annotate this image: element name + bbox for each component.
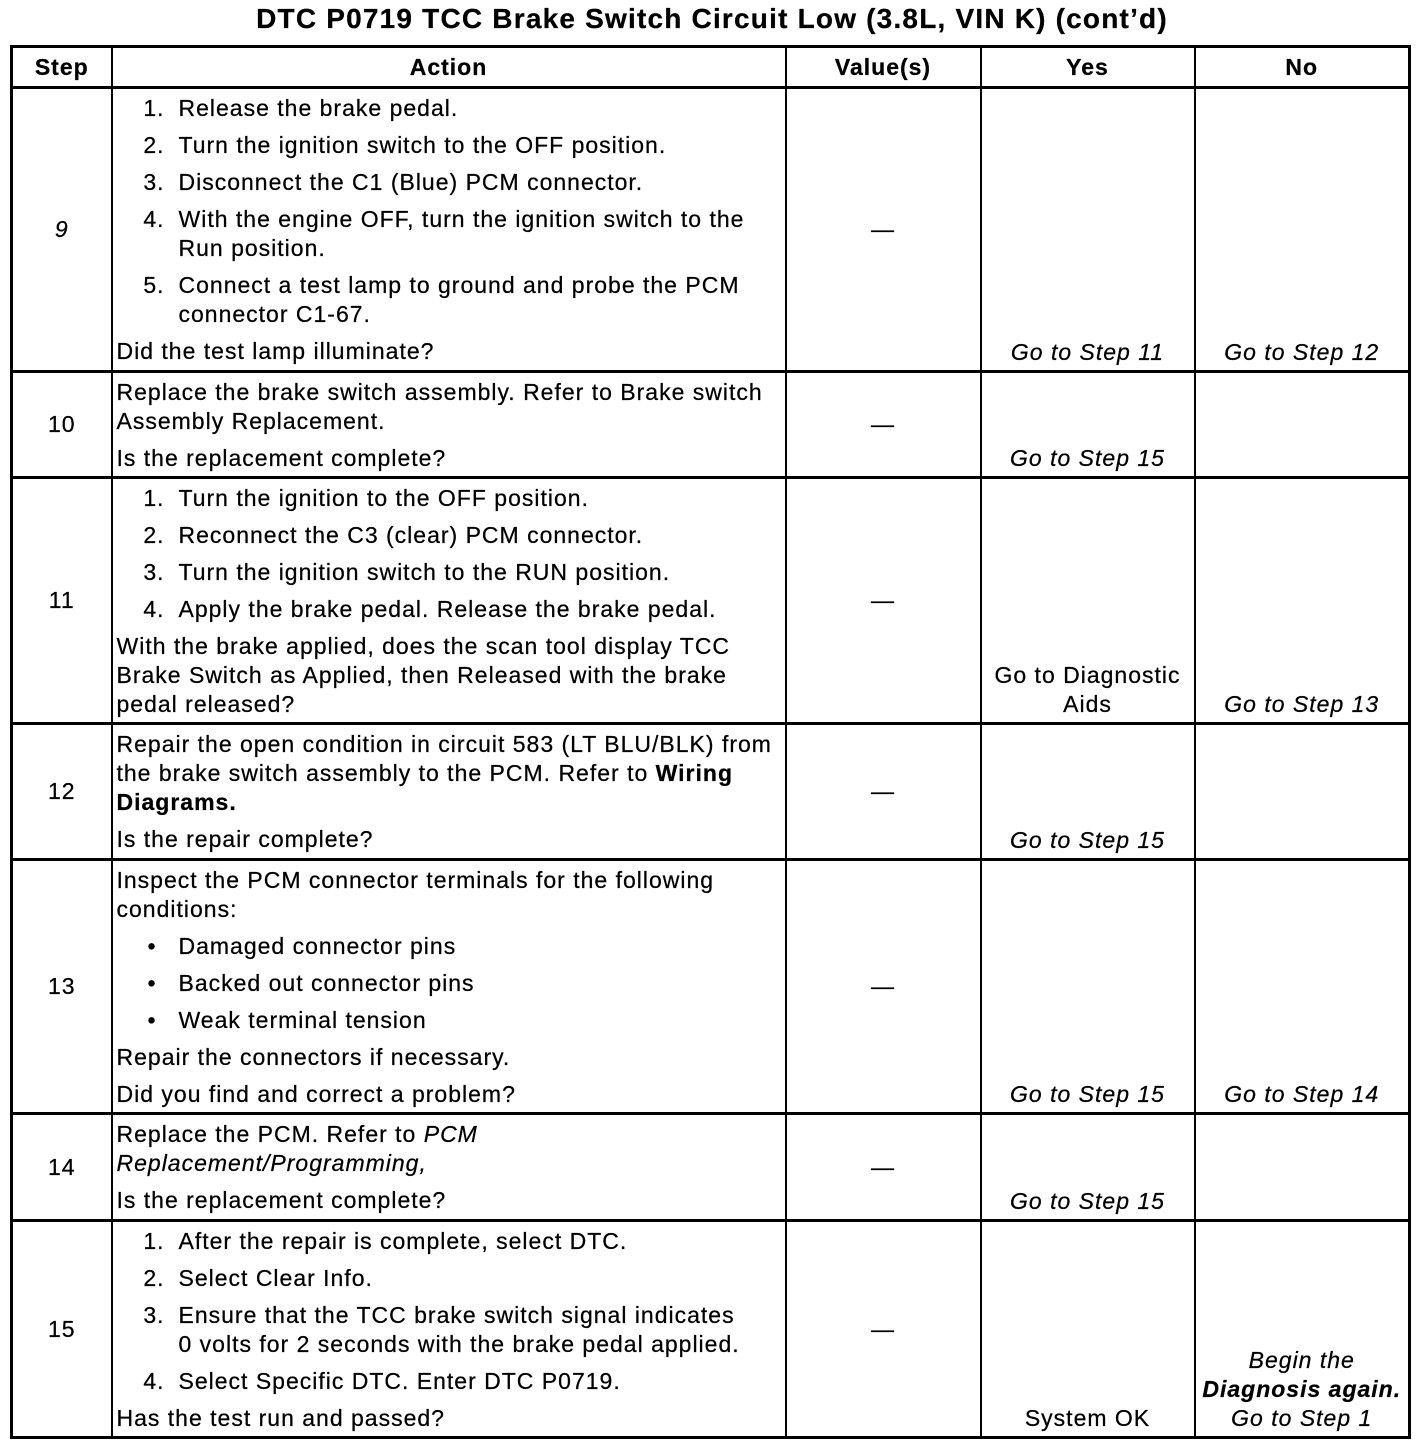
no-result: Go to Step 12 [1224,339,1380,365]
action-line: Connect a test lamp to ground and probe the PCM [178,272,740,298]
bullet: • [147,933,157,959]
yes-cell [981,1221,1195,1438]
yes-cell [981,88,1195,372]
action-line: Turn the ignition switch to the RUN position. [178,559,671,585]
numbered-item [117,94,781,123]
action-line: Replace the brake switch assembly. Refer to Brake switch [116,379,763,405]
bullet-item [117,1006,781,1035]
action-line: With the engine OFF, turn the ignition switch to the [178,206,745,232]
item-number: 2. [143,132,165,158]
item-text [179,521,781,550]
action-question [117,1080,781,1109]
bold-text: Diagrams. [116,789,237,815]
action-cell [112,1221,786,1438]
action-line: pedal released? [116,691,296,717]
step-number: 13 [12,860,112,1114]
action-text [117,730,781,817]
yes-result: Aids [1063,691,1112,717]
action-cell [112,860,786,1114]
yes-cell [981,860,1195,1114]
numbered-item [117,205,781,263]
numbered-item [117,1367,781,1396]
action-line: Has the test run and passed? [116,1405,445,1431]
step-number: 9 [12,88,112,372]
value-cell: — [786,724,981,860]
item-number: 4. [143,1368,165,1394]
no-cell [1195,1114,1410,1221]
step-row-9 [12,88,1410,372]
bold-text: Diagnosis again. [1202,1376,1402,1402]
action-line: Inspect the PCM connector terminals for the following [116,867,715,893]
document-title: DTC P0719 TCC Brake Switch Circuit Low (3.8L, VIN K) (cont’d) [256,3,1168,34]
action-line: Is the replacement complete? [116,1187,447,1213]
action-question [117,1404,781,1433]
item-number: 2. [143,522,165,548]
item-number: 4. [143,596,165,622]
step-number: 14 [12,1114,112,1221]
action-line: Weak terminal tension [178,1007,427,1033]
action-line: Brake Switch as Applied, then Released with the brake [116,662,727,688]
emphasized-text: Replacement/Programming, [116,1150,427,1176]
action-cell [112,478,786,724]
action-cell [112,372,786,478]
yes-cell [981,724,1195,860]
action-question [117,1186,781,1215]
bullet: • [147,1007,157,1033]
action-text [117,1043,781,1072]
action-text [117,866,781,924]
action-line: With the brake applied, does the scan tool display TCC [116,633,731,659]
yes-result: Go to Step 15 [1010,827,1165,853]
action-question [117,825,781,854]
item-number: 1. [143,95,165,121]
numbered-item [117,484,781,513]
no-cell [1195,372,1410,478]
item-text [179,932,781,961]
item-text [179,595,781,624]
yes-result: Go to Step 15 [1010,1188,1165,1214]
action-line [117,788,781,817]
item-text [179,558,781,587]
diagnostic-table [10,45,1411,1439]
numbered-item [117,1227,781,1256]
numbered-item [117,168,781,197]
item-number: 2. [143,1265,165,1291]
action-line [117,1120,781,1149]
action-line: Damaged connector pins [178,933,457,959]
item-text [179,205,781,263]
no-result: Begin the [1248,1347,1355,1373]
bullet: • [147,970,157,996]
item-text [179,1006,781,1035]
action-line: conditions: [116,896,238,922]
yes-cell [981,1114,1195,1221]
value-cell: — [786,1221,981,1438]
action-line: Reconnect the C3 (clear) PCM connector. [178,522,644,548]
item-text [179,1367,781,1396]
numbered-item [117,271,781,329]
action-line: Is the replacement complete? [116,445,447,471]
action-line: Apply the brake pedal. Release the brake pedal. [178,596,717,622]
header-action: Action [112,47,786,88]
no-cell [1195,860,1410,1114]
action-line: Select Specific DTC. Enter DTC P0719. [178,1368,621,1394]
action-line: Did the test lamp illuminate? [116,338,435,364]
step-number: 10 [12,372,112,478]
action-line: Run position. [178,235,326,261]
item-text [179,1227,781,1256]
action-line: Release the brake pedal. [178,95,459,121]
yes-result: System OK [1024,1405,1151,1431]
action-line: Backed out connector pins [178,970,475,996]
text-run: the brake switch assembly to the PCM. Refer to [116,760,656,786]
emphasized-text: PCM [423,1121,478,1147]
item-text [179,1264,781,1293]
action-line: Assembly Replacement. [116,408,386,434]
value-cell: — [786,478,981,724]
numbered-item [117,131,781,160]
action-line: Turn the ignition switch to the OFF position. [178,132,667,158]
action-line: Ensure that the TCC brake switch signal indicates [178,1302,735,1328]
item-number: 3. [143,169,165,195]
numbered-item [117,1264,781,1293]
item-number: 4. [143,206,165,232]
item-text [179,94,781,123]
action-cell [112,1114,786,1221]
item-number: 1. [143,1228,165,1254]
numbered-item [117,521,781,550]
step-row-14 [12,1114,1410,1221]
text-run: Replace the PCM. Refer to [116,1121,424,1147]
action-line: Disconnect the C1 (Blue) PCM connector. [178,169,644,195]
table-header [12,47,1410,88]
yes-result: Go to Step 15 [1010,445,1165,471]
item-text [179,168,781,197]
item-text [179,969,781,998]
no-result [1198,1375,1407,1404]
no-result: Go to Step 13 [1224,691,1380,717]
action-line: 0 volts for 2 seconds with the brake pedal applied. [178,1331,740,1357]
action-line: After the repair is complete, select DTC. [178,1228,628,1254]
action-line [117,1149,781,1178]
yes-cell [981,478,1195,724]
action-line: Turn the ignition to the OFF position. [178,485,589,511]
step-row-15 [12,1221,1410,1438]
step-row-10 [12,372,1410,478]
header-step: Step [12,47,112,88]
action-line: Repair the connectors if necessary. [116,1044,511,1070]
item-number: 1. [143,485,165,511]
action-line: connector C1-67. [178,301,371,327]
action-cell [112,724,786,860]
item-text [179,271,781,329]
numbered-item [117,595,781,624]
item-text [179,1301,781,1359]
action-question [117,337,781,366]
header-values: Value(s) [786,47,981,88]
step-row-13 [12,860,1410,1114]
step-number: 11 [12,478,112,724]
bullet-item [117,932,781,961]
action-line: Did you find and correct a problem? [116,1081,516,1107]
bullet-item [117,969,781,998]
action-line: Select Clear Info. [178,1265,373,1291]
table-body [12,88,1410,1438]
item-number: 3. [143,559,165,585]
value-cell: — [786,1114,981,1221]
bold-text: Wiring [655,760,733,786]
no-cell [1195,1221,1410,1438]
yes-result: Go to Diagnostic [994,662,1181,688]
no-cell [1195,478,1410,724]
yes-result: Go to Step 11 [1010,339,1165,365]
header-yes: Yes [981,47,1195,88]
no-cell [1195,88,1410,372]
step-number: 12 [12,724,112,860]
item-number: 5. [143,272,165,298]
no-result: Go to Step 14 [1224,1081,1380,1107]
yes-result: Go to Step 15 [1010,1081,1165,1107]
value-cell: — [786,88,981,372]
action-cell [112,88,786,372]
action-text [117,1120,781,1178]
action-question [117,632,781,719]
item-text [179,484,781,513]
item-text [179,131,781,160]
action-line: Is the repair complete? [116,826,374,852]
yes-cell [981,372,1195,478]
step-number: 15 [12,1221,112,1438]
no-cell [1195,724,1410,860]
header-no: No [1195,47,1410,88]
action-line [117,759,781,788]
step-row-12 [12,724,1410,860]
numbered-item [117,558,781,587]
numbered-item [117,1301,781,1359]
header-row [12,47,1410,88]
action-line: Repair the open condition in circuit 583 (LT BLU/BLK) from [116,731,772,757]
value-cell: — [786,860,981,1114]
action-question [117,444,781,473]
value-cell: — [786,372,981,478]
item-number: 3. [143,1302,165,1328]
action-text [117,378,781,436]
step-row-11 [12,478,1410,724]
no-result: Go to Step 1 [1231,1405,1373,1431]
